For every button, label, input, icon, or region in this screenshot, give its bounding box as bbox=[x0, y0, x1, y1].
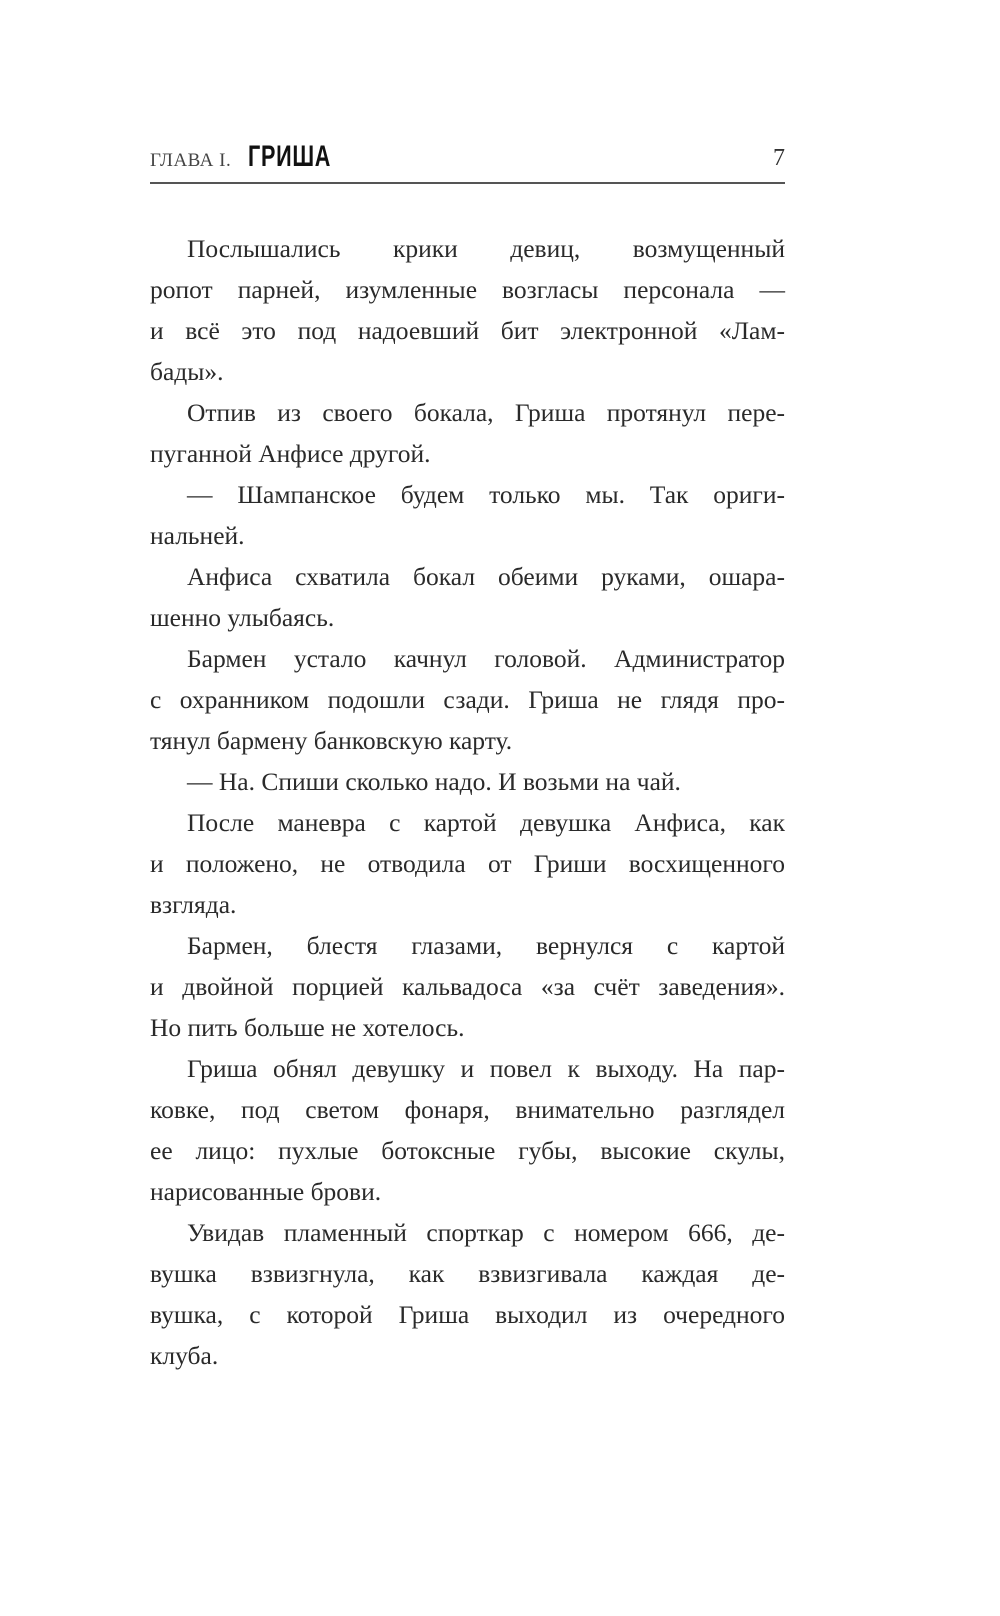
chapter-label: ГЛАВА I. bbox=[150, 150, 232, 171]
text-line: ковке, под светом фонаря, внимательно разглядел bbox=[150, 1095, 785, 1124]
text-line: и всё это под надоевший бит электронной «Лам- bbox=[150, 316, 785, 345]
text-line: — Шампанское будем только мы. Так ориги- bbox=[187, 480, 785, 509]
paragraph bbox=[150, 925, 785, 1048]
text-line: и двойной порцией кальвадоса «за счёт заведения». bbox=[150, 972, 785, 1001]
paragraph bbox=[150, 1048, 785, 1212]
text-line: Гриша обнял девушку и повел к выходу. На пар- bbox=[187, 1054, 785, 1083]
text-line: Послышались крики девиц, возмущенный bbox=[187, 234, 785, 263]
text-line: тянул бармену банковскую карту. bbox=[150, 726, 513, 755]
chapter-title: ГРИША bbox=[248, 140, 332, 173]
text-line: вушка, с которой Гриша выходил из очередного bbox=[150, 1300, 785, 1329]
text-line: шенно улыбаясь. bbox=[150, 603, 335, 632]
text-line: — На. Спиши сколько надо. И возьми на чай. bbox=[187, 767, 681, 796]
paragraph bbox=[150, 638, 785, 761]
text-line: вушка взвизгнула, как взвизгивала каждая де- bbox=[150, 1259, 785, 1288]
text-line: Анфиса схватила бокал обеими руками, ошара- bbox=[187, 562, 785, 591]
paragraph bbox=[150, 1212, 785, 1376]
text-line: Бармен устало качнул головой. Администратор bbox=[187, 644, 785, 673]
text-line: Бармен, блестя глазами, вернулся с картой bbox=[187, 931, 785, 960]
text-line: После маневра с картой девушка Анфиса, как bbox=[187, 808, 785, 837]
paragraph bbox=[150, 556, 785, 638]
text-line: Но пить больше не хотелось. bbox=[150, 1013, 465, 1042]
paragraph bbox=[150, 474, 785, 556]
paragraph bbox=[150, 228, 785, 392]
text-line: пуганной Анфисе другой. bbox=[150, 439, 431, 468]
page-number: 7 bbox=[773, 145, 785, 171]
text-line: нарисованные брови. bbox=[150, 1177, 382, 1206]
text-line: бады». bbox=[150, 357, 224, 386]
text-line: Отпив из своего бокала, Гриша протянул пере- bbox=[187, 398, 785, 427]
page-body bbox=[150, 228, 785, 1376]
text-line: с охранником подошли сзади. Гриша не глядя про- bbox=[150, 685, 785, 714]
text-line: клуба. bbox=[150, 1341, 219, 1370]
text-line: взгляда. bbox=[150, 890, 237, 919]
text-line: нальней. bbox=[150, 521, 245, 550]
text-line: ропот парней, изумленные возгласы персонала — bbox=[150, 275, 785, 304]
paragraph bbox=[150, 761, 785, 802]
paragraph bbox=[150, 802, 785, 925]
text-line: и положено, не отводила от Гриши восхищенного bbox=[150, 849, 785, 878]
running-header bbox=[150, 138, 785, 184]
text-line: ее лицо: пухлые ботоксные губы, высокие скулы, bbox=[150, 1136, 785, 1165]
paragraph bbox=[150, 392, 785, 474]
text-line: Увидав пламенный спорткар с номером 666, де- bbox=[187, 1218, 785, 1247]
